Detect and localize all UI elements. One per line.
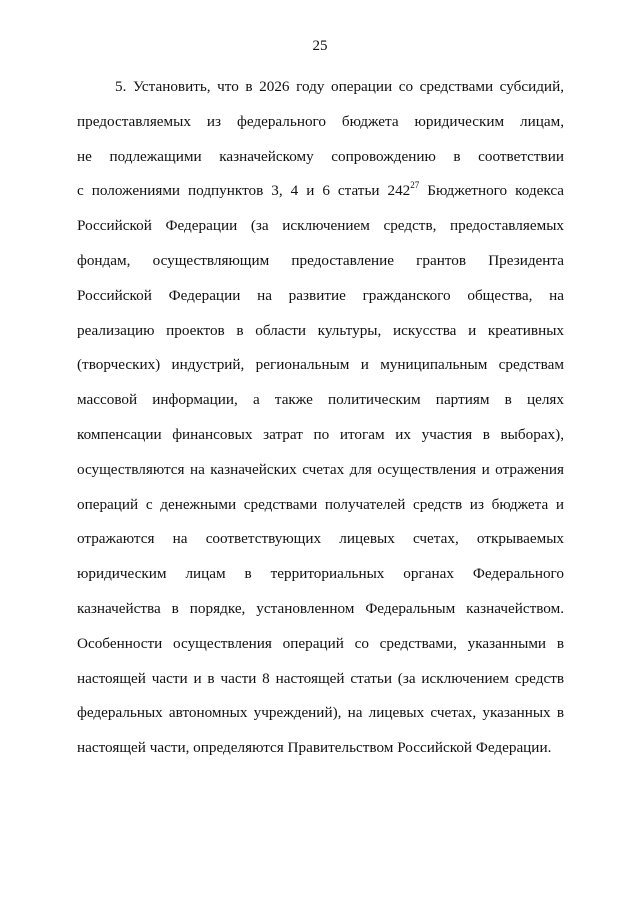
text-line: 5. Установить, что в 2026 году операции со средствами субсидий, xyxy=(115,78,564,95)
text-line: Российской Федерации (за исключением средств, предоставляемых xyxy=(77,217,564,235)
article-superscript: 27 xyxy=(410,180,420,191)
text-line: компенсации финансовых затрат по итогам их участия в выборах), xyxy=(77,425,564,443)
text-fragment: Бюджетного кодекса xyxy=(419,182,564,200)
text-line: федеральных автономных учреждений), на лицевых счетах, указанных в xyxy=(77,704,564,722)
text-line: отражаются на соответствующих лицевых счетах, открываемых xyxy=(77,530,564,548)
paragraph-5 xyxy=(77,70,564,766)
text-line: реализацию проектов в области культуры, искусства и креативных xyxy=(77,321,564,339)
page-number: 25 xyxy=(312,38,328,54)
text-line: предоставляемых из федерального бюджета юридическим лицам, xyxy=(77,112,564,130)
text-line: массовой информации, а также политическим партиям в целях xyxy=(77,391,564,409)
text-fragment: с положениями подпунктов 3, 4 и 6 статьи 242 xyxy=(77,182,411,200)
text-line: осуществляются на казначейских счетах для осуществления и отражения xyxy=(77,460,564,478)
text-line: не подлежащими казначейскому сопровождению в соответствии xyxy=(77,147,564,165)
text-line-with-superscript xyxy=(77,174,564,209)
text-line: настоящей части, определяются Правительством Российской Федерации. xyxy=(77,739,552,757)
text-line: казначейства в порядке, установленном Федеральным казначейством. xyxy=(77,599,564,617)
text-line: фондам, осуществляющим предоставление грантов Президента xyxy=(77,251,564,269)
text-line: Особенности осуществления операций со средствами, указанными в xyxy=(77,634,564,652)
text-line: операций с денежными средствами получателей средств из бюджета и xyxy=(77,495,564,513)
text-line: юридическим лицам в территориальных органах Федерального xyxy=(77,565,564,583)
text-line: настоящей части и в части 8 настоящей статьи (за исключением средств xyxy=(77,669,564,687)
text-line: Российской Федерации на развитие гражданского общества, на xyxy=(77,286,564,304)
text-line: (творческих) индустрий, региональным и муниципальным средствам xyxy=(77,356,564,374)
